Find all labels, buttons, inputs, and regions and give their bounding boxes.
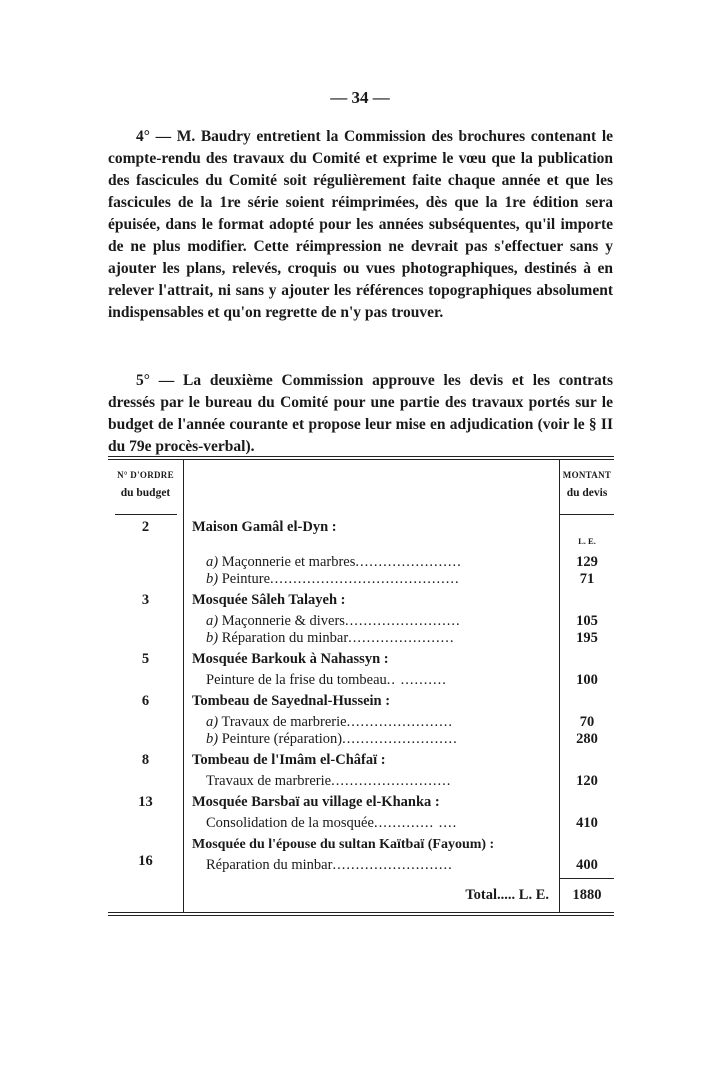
table-row <box>108 832 614 853</box>
line-item: Peinture de la frise du tombeau.. .......... <box>206 672 447 688</box>
line-item: a) Maçonnerie & divers......................... <box>206 613 461 629</box>
item-amount: 129 <box>576 554 598 570</box>
paragraph-4 <box>108 126 613 324</box>
table-row <box>108 790 614 811</box>
budget-table <box>108 460 614 912</box>
table-row <box>108 647 614 668</box>
order-number: 13 <box>108 790 184 811</box>
header-text: du devis <box>566 487 608 499</box>
paragraph-5 <box>108 370 613 458</box>
header-order-number <box>108 460 184 519</box>
item-amount: 195 <box>576 630 598 646</box>
header-text: MONTANT <box>562 470 612 480</box>
table-header-row <box>108 460 614 519</box>
paragraph-label: 4° — <box>136 128 172 145</box>
header-amount <box>560 460 615 519</box>
line-item: b) Réparation du minbar....................... <box>206 630 455 646</box>
table-row <box>108 588 614 609</box>
line-item: Réparation du minbar.......................... <box>206 857 453 873</box>
line-item: a) Maçonnerie et marbres....................... <box>206 554 462 570</box>
header-text: N° D'ORDRE <box>117 470 174 480</box>
line-item: b) Peinture (réparation)......................... <box>206 731 458 747</box>
table-row <box>108 748 614 769</box>
order-number: 6 <box>108 689 184 710</box>
line-item: Consolidation de la mosquée............. .... <box>206 815 458 831</box>
group-title: Mosquée Barsbaï au village el-Khanka : <box>184 790 560 811</box>
order-number: 3 <box>108 588 184 609</box>
item-amount: 400 <box>576 857 598 873</box>
order-number: 5 <box>108 647 184 668</box>
item-amount: 410 <box>576 815 598 831</box>
table-row <box>108 668 614 689</box>
order-number: 8 <box>108 748 184 769</box>
page-number: — 34 — <box>330 88 390 107</box>
table-row <box>108 714 614 731</box>
paragraph-label: 5° — <box>136 372 175 389</box>
group-title: Tombeau de Sayednal-Hussein : <box>184 689 560 710</box>
line-item: a) Travaux de marbrerie....................... <box>206 714 453 730</box>
table-row <box>108 630 614 647</box>
order-number: 16 <box>108 853 184 879</box>
table-row <box>108 554 614 571</box>
item-amount: 100 <box>576 672 598 688</box>
header-description <box>184 460 560 519</box>
line-item: b) Peinture......................................... <box>206 571 460 587</box>
item-amount: 70 <box>579 714 595 730</box>
table-row <box>108 689 614 710</box>
table-row <box>108 853 614 879</box>
item-amount: 120 <box>576 773 598 789</box>
table-row <box>108 811 614 832</box>
table-row <box>108 613 614 630</box>
item-amount: 71 <box>579 571 595 587</box>
total-label: Total..... L. E. <box>184 879 560 912</box>
currency-label: L. E. <box>578 536 596 546</box>
group-title: Tombeau de l'Imâm el-Châfaï : <box>184 748 560 769</box>
table-row <box>108 731 614 748</box>
item-amount: 105 <box>576 613 598 629</box>
paragraph-text: M. Baudry entretient la Commission des brochures contenant le compte-rendu des travaux du Comité et exprime le vœu que la publication des fascicules du Comité soit régulièrement faite chaque année et que les fascicules de la 1re série soient réimprimées, dès que la 1re édition sera épuisée, dans le format adopté pour les années subséquentes, qu'il importe de ne plus modifier. Cette réimpression ne devrait pas s'effectuer sans y ajouter les plans, relevés, croquis ou vues photographiques, destinés à en relever l'attrait, ni sans y ajouter les références topographiques absolument indispensables et qu'on regrette de n'y pas trouver. <box>108 128 614 321</box>
group-title: Mosquée Sâleh Talayeh : <box>184 588 560 609</box>
item-amount: 280 <box>576 731 598 747</box>
budget-table-container <box>108 456 614 916</box>
group-title: Mosquée Barkouk à Nahassyn : <box>184 647 560 668</box>
table-bottom-rule <box>108 912 614 916</box>
table-row <box>108 769 614 790</box>
order-number: 2 <box>108 519 184 550</box>
line-item: Travaux de marbrerie.......................... <box>206 773 452 789</box>
group-title: Maison Gamâl el-Dyn : <box>184 519 560 550</box>
header-text: du budget <box>120 487 171 499</box>
table-row <box>108 519 614 550</box>
header-separator <box>115 514 177 515</box>
paragraph-text: La deuxième Commission approuve les devis et les contrats dressés par le bureau du Comité pour une partie des travaux portés sur le budget de l'année courante et propose leur mise en adjudication (voir le § II du 79e procès-verbal). <box>108 372 614 455</box>
total-row <box>108 879 614 912</box>
total-amount: 1880 <box>560 879 615 912</box>
group-title: Mosquée du l'épouse du sultan Kaïtbaï (Fayoum) : <box>184 832 560 853</box>
header-separator <box>560 514 614 515</box>
table-row <box>108 571 614 588</box>
